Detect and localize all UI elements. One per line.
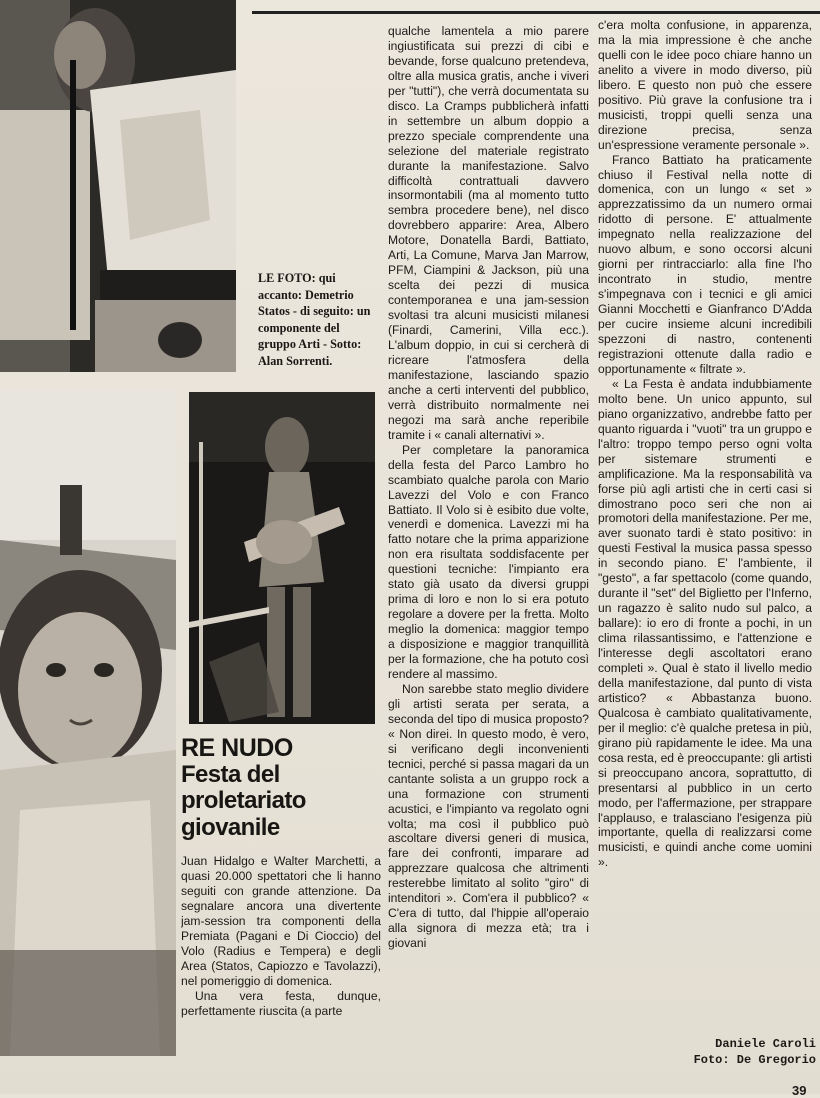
article-headline <box>181 735 381 841</box>
col3-paragraph: c'era molta confusione, in apparenza, ma la mia impressione è che anche quelli con le idee poco chiare hanno un anelito a vivere in modo diverso, più libero. E questo non può che essere positivo. Più grave la confusione tra i musicisti, troppi quelli senza una direzione precisa, senza un'espressione veramente personale ». <box>598 18 812 152</box>
col2-paragraph: Per completare la panoramica della festa del Parco Lambro ho scambiato qualche parola con Mario Lavezzi del Volo e con Franco Battiato. Il Volo si è esibito due volte, venerdì e domenica. Lavezzi mi ha fatto notare che la prima apparizione non era risultata soddisfacente per questioni tecniche: l'impianto era stato già usato da diversi gruppi prima di loro e non lo si era potuto regolare a dovere per la fretta. Molto meglio la domenica: maggior tempo a disposizione e maggior tranquillità per la formazione, che ha potuto così rendere al massimo. <box>388 442 589 681</box>
article-credits <box>600 1037 816 1068</box>
text-column-1 <box>181 854 381 1059</box>
col2-paragraph: qualche lamentela a mio parere ingiustificata sui prezzi di cibi e bevande, forse qualcuno pretendeva, oltre alla musica gratis, anche i viveri per "tutti"), che verrà documentata su disco. La Cramps pubblicherà infatti in settembre un album doppio a prezzo speciale comprendente una selezione del materiale registrato durante la manifestazione. Salvo difficoltà contrattuali davvero insormontabili (ma al momento tutto sembra procedere bene), nel disco dovrebbero apparire: Area, Albero Motore, Donatella Bardi, Battiato, Arti, La Comune, Marva Jan Marrow, PFM, Ciampini & Jackson, più una scelta dei pezzi di musica contemporanea e una jam-session svoltasi tra alcuni musicisti milanesi (Finardi, Camerini, Villa ecc.). L'album doppio, in cui si cercherà di ricreare l'atmosfera della manifestazione, lasciando spazio anche a certi interventi del pubblico, verrà distribuito normalmente nei negozi ma sarà anche reperibile tramite i « canali alternativi ». <box>388 24 589 442</box>
photo-credit: Foto: De Gregorio <box>693 1052 816 1067</box>
girl-photo-graphic <box>0 390 176 1056</box>
photo-caption: LE FOTO: qui accanto: Demetrio Statos - di seguito: un componente del gruppo Arti - Sotto: Alan Sorrenti. <box>258 271 371 368</box>
guitarist-photo-graphic <box>189 392 375 724</box>
page-number: 39 <box>792 1083 807 1098</box>
col3-paragraph: Franco Battiato ha praticamente chiuso il Festival nella notte di domenica, con un lungo « set » apprezzatissimo da un numero ormai ridotto di persone. E' attualmente impegnato nella realizzazione del nuovo album, e sono occorsi alcuni giorni per rintracciarlo: alla fine l'ho incontrato in studio, mentre s'impegnava con i tecnici e gli amici Gianni Mocchetti e Gianfranco D'Adda per cucire insieme alcuni incredibili spezzoni di nastro, contenenti registrazioni ottenute dalla radio e opportunamente « filtrate ». <box>598 152 812 376</box>
author-name: Daniele Caroli <box>715 1037 816 1051</box>
photo-guitarist-stage <box>189 392 375 724</box>
text-column-2 <box>388 24 589 1064</box>
top-rule-line <box>252 11 820 14</box>
col3-paragraph: « La Festa è andata indubbiamente molto bene. Un unico appunto, sul piano organizzativo, andrebbe fatto per quanto riguarda i "vuoti" tra un gruppo e l'altro: troppo tempo perso ogni volta per sistemare strumenti e amplificazione. Ma la responsabilità va forse più agli artisti che in certi casi si dimostrano poco seri che non ai promotori della manifestazione. Per me, aver suonato tardi è stato positivo: in questi Festival la musica passa spesso in secondo piano. E' l'ambiente, il "gesto", a far spettacolo (come quando, durante il "set" del Biglietto per l'Inferno, un ragazzo è salito nudo sul palco, a ballare): io ero di fronte a pochi, in un clima rilassantissimo, e l'attenzione e l'interesse degli ascoltatori erano completi ». Qual è stato il livello medio della manifestazione, dal punto di vista artistico? « Abbastanza buono. Qualcosa è cambiato qualitativamente, per il meglio: c'è qualche pretesa in più, girano più rapidamente le idee. Ma una cosa resta, ed è preoccupante: gli artisti si preoccupano ancora, soprattutto, di presentarsi al pubblico in un certo modo, per l'affermazione, per strappare l'applauso, e tralasciano l'esigenza più importante, quella di realizzarsi come musicisti, e quindi anche come uomini ». <box>598 376 812 870</box>
col1-paragraph: Una vera festa, dunque, perfettamente riuscita (a parte <box>181 988 381 1018</box>
col2-paragraph: Non sarebbe stato meglio dividere gli artisti serata per serata, a seconda del tipo di musica proposto? « Non direi. In questo modo, è vero, si verificano degli inconvenienti tecnici, perché si passa magari da un cantante solista a un gruppo rock a una formazione con strumenti acustici, e l'impianto va regolato ogni volta; ma così il pubblico può ascoltare diversi generi di musica, fare dei confronti, imparare ad apprezzare qualcosa che altrimenti resterebbe limitato al solito "giro" di intenditori ». Com'era il pubblico? « C'era di tutto, dal l'hippie all'operaio alla signora di mezza età; tra i giovani <box>388 681 589 951</box>
photo-girl-portrait <box>0 390 176 1056</box>
singer-photo-graphic <box>0 0 236 372</box>
photo-singer-microphone <box>0 0 236 372</box>
text-column-3 <box>598 18 812 1036</box>
headline-kicker: RE NUDO <box>181 734 293 762</box>
headline-title: Festa del proletariato giovanile <box>181 760 306 841</box>
col1-paragraph: Juan Hidalgo e Walter Marchetti, a quasi 20.000 spettatori che li hanno seguiti con grande attenzione. Da segnalare ancora una divertente jam-session tra componenti della Premiata (Pagani e Di Cioccio) del Volo (Radius e Tempera) e degli Area (Statos, Capiozzo e Tavolazzi), nel pomeriggio di domenica. <box>181 854 381 988</box>
